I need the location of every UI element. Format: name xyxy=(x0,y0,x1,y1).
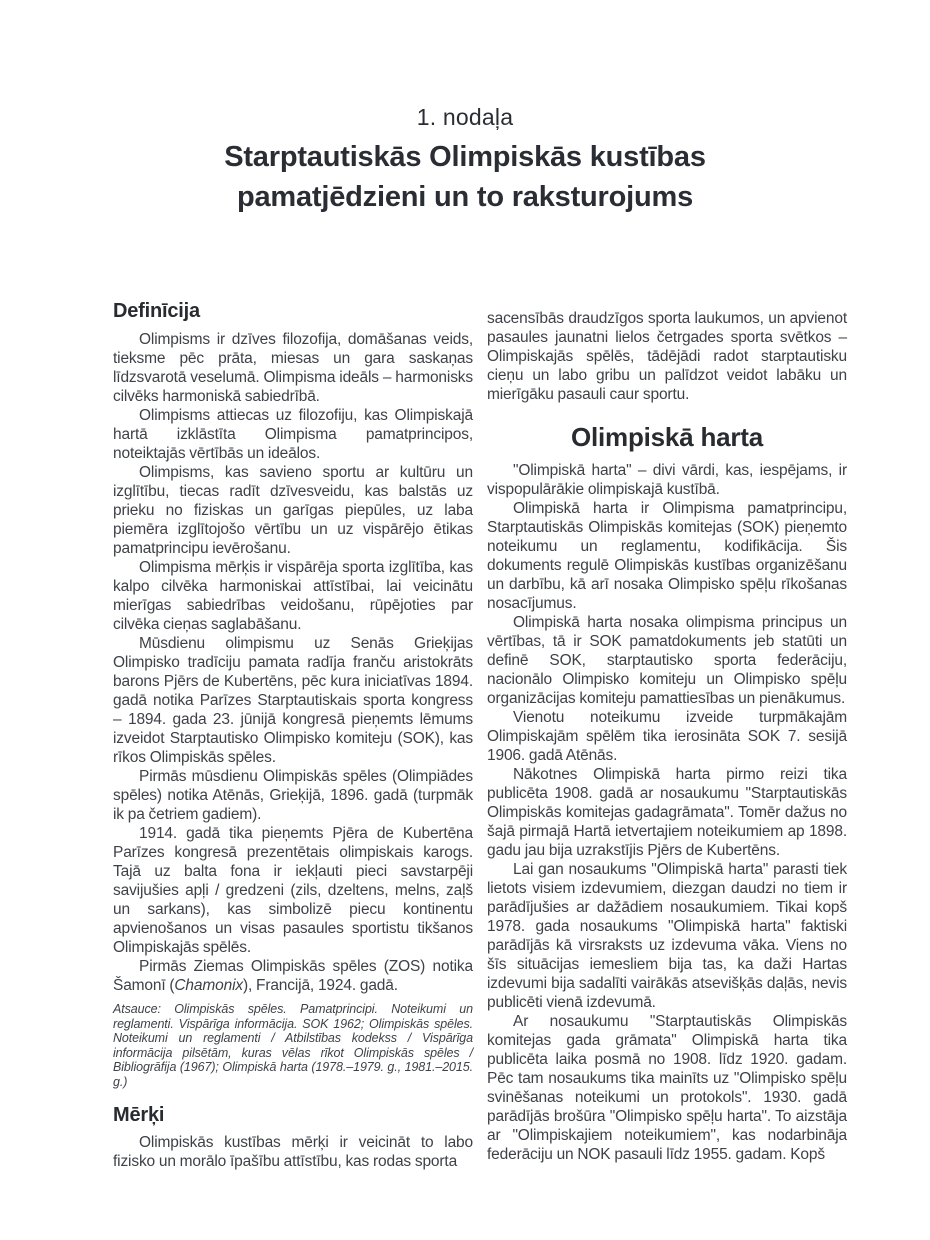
paragraph-olimpisms-attiecas: Olimpisms attiecas uz filozofiju, kas Olimpiskajā hartā izklāstīta Olimpisma pamatprincipos, noteiktajās vērtībās un ideālos. xyxy=(113,407,473,462)
paragraph-pirmas-speles: Pirmās mūsdienu Olimpiskās spēles (Olimpiādes spēles) notika Atēnās, Grieķijā, 1896. gadā (turpmāk ik pa četriem gadiem). xyxy=(113,768,473,823)
paragraph-harta-kodifikacija: Olimpiskā harta ir Olimpisma pamatprincipu, Starptautiskās Olimpiskās komitejas (SOK) pieņemto noteikumu un reglamentu, kodifikācija. Šis dokuments regulē Olimpiskās kustības organizēšanu un darbību, kā arī nosaka Olimpisko spēļu rīkošanas nosacījumus. xyxy=(487,500,847,612)
paragraph-nakotnes-harta: Nākotnes Olimpiskā harta pirmo reizi tika publicēta 1908. gadā ar nosaukumu "Starptautiskās Olimpiskās komitejas gadagrāmata". Tomēr dažus no šajā pirmajā Hartā ietvertajiem noteikumiem ap 1898. gadu jau bija uzrakstījis Pjērs de Kubertēns. xyxy=(487,766,847,859)
paragraph-vienotu-noteikumu: Vienotu noteikumu izveide turpmākajām Olimpiskajām spēlēm tika ierosināta SOK 7. sesijā 1906. gadā Atēnās. xyxy=(487,709,847,764)
page-title-line2: pamatjēdzieni un to raksturojums xyxy=(236,181,694,213)
page-title xyxy=(0,137,930,217)
paragraph-olimpisms-savieno: Olimpisms, kas savieno sportu ar kultūru un izglītību, tiecas radīt dzīvesveidu, kas balstās uz prieku no fiziskas un garīgas piepūles, uz laba piemēra izglītojošo vērtību un uz vispārējo ētikas pamatprincipu ievērošanu. xyxy=(113,464,473,557)
paragraph-gada-gramata: Ar nosaukumu "Starptautiskās Olimpiskās komitejas gada grāmata" Olimpiskā harta tika publicēta laika posmā no 1908. līdz 1920. gadam. Pēc tam nosaukums tika mainīts uz "Olimpisko spēļu svinēšanas noteikumi un protokols". 1930. gadā parādījās brošūra "Olimpisko spēļu harta". To aizstāja ar "Olimpiskajiem noteikumiem", kas nodarbināja federāciju un NOK pasauli līdz 1955. gadam. Kopš xyxy=(487,1013,847,1163)
paragraph-sacensibas-continuation: sacensībās draudzīgos sporta laukumos, un apvienot pasaules jaunatni lielos četrgades sporta svētkos – Olimpiskajās spēlēs, tādējādi radot starptautisku cieņu un labo gribu un palīdzot veidot labāku un mierīgāku pasauli caur sportu. xyxy=(487,310,847,403)
two-column-layout xyxy=(113,300,847,1171)
page-header xyxy=(0,0,930,217)
column-right xyxy=(487,300,847,1171)
section-heading-definicija: Definīcija xyxy=(113,300,200,322)
paragraph-olimpiskais-karogs: 1914. gadā tika pieņemts Pjēra de Kubertēna Parīzes kongresā prezentētais olimpiskais karogs. Tajā uz balta fona ir iekļauti pieci savstarpēji savijušies apļi / gredzeni (zils, dzeltens, melns, zaļš un sarkans), kas simbolizē piecu kontinentu apvienošanos un visas pasaules sportistu tikšanos Olimpiskajās spēlēs. xyxy=(113,825,473,956)
section-heading-olimpiska-harta: Olimpiskā harta xyxy=(570,422,764,452)
paragraph-text: ), Francijā, 1924. gadā. xyxy=(242,977,398,994)
paragraph-kustibas-merki: Olimpiskās kustības mērķi ir veicināt to labo fizisko un morālo īpašību attīstību, kas rodas sporta xyxy=(113,1134,473,1170)
page-title-line1: Starptautiskās Olimpiskās kustības xyxy=(224,141,706,173)
paragraph-nosaukumu-vesture: Lai gan nosaukums "Olimpiskā harta" parasti tiek lietots visiem izdevumiem, diezgan daudzi no tiem ir parādījušies ar dažādiem nosaukumiem. Tikai kopš 1978. gada nosaukums "Olimpiskā harta" faktiski parādījās kā virsraksts uz izdevuma vāka. Viens no šīs situācijas iemesliem bija tas, ka daži Hartas izdevumi bija sadalīti vairākās atsevišķās daļās, nevis publicēti vienā izdevumā. xyxy=(487,861,847,1011)
section-heading-merki: Mērķi xyxy=(113,1104,165,1126)
paragraph-text: Pirmās Ziemas Olimpiskās spēles (ZOS) notika Šamonī ( xyxy=(113,958,473,994)
paragraph-harta-nosaka: Olimpiskā harta nosaka olimpisma principus un vērtības, tā ir SOK pamatdokuments jeb statūti un definē SOK, starptautisko sporta federāciju, nacionālo Olimpisko komiteju un Olimpisko spēļu organizācijas komiteju pamattiesības un pienākumus. xyxy=(487,614,847,707)
reference-note: Atsauce: Olimpiskās spēles. Pamatprincipi. Noteikumi un reglamenti. Vispārīga informācija. SOK 1962; Olimpiskās spēles. Noteikumi un reglamenti / Atbilstības kodekss / Vispārīga informācija pilsētām, kuras vēlas rīkot Olimpiskās spēles / Bibliogrāfija (1967); Olimpiskā harta (1978.–1979. g., 1981.–2015. g.) xyxy=(113,1002,473,1089)
paragraph-musdienu-olimpisms: Mūsdienu olimpismu uz Senās Grieķijas Olimpisko tradīciju pamata radīja franču aristokrāts barons Pjērs de Kubertēns, pēc kura iniciatīvas 1894. gadā notika Parīzes Starptautiskais sporta kongress – 1894. gada 23. jūnijā kongresā pieņemts lēmums izveidot Starptautisko Olimpisko komiteju (SOK), kas rīkos Olimpiskās spēles. xyxy=(113,635,473,766)
chapter-label: 1. nodaļa xyxy=(416,104,514,130)
paragraph-olimpisms-filozofija: Olimpisms ir dzīves filozofija, domāšanas veids, tieksme pēc prāta, miesas un gara saskaņas līdzsvarotā veselumā. Olimpisma ideāls – harmonisks cilvēks harmoniskā sabiedrībā. xyxy=(113,331,473,405)
paragraph-italic-term: Chamonix xyxy=(174,977,243,994)
paragraph-divi-vardi: "Olimpiskā harta" – divi vārdi, kas, iespējams, ir vispopulārākie olimpiskajā kustībā. xyxy=(487,462,847,498)
paragraph-ziemas-speles xyxy=(113,957,473,995)
paragraph-olimpisma-merkis: Olimpisma mērķis ir vispārēja sporta izglītība, kas kalpo cilvēka harmoniskai attīstībai, lai veicinātu mierīgas sabiedrības veidošanu, rūpējoties par cilvēka cieņas saglabāšanu. xyxy=(113,559,473,633)
column-left xyxy=(113,300,473,1171)
